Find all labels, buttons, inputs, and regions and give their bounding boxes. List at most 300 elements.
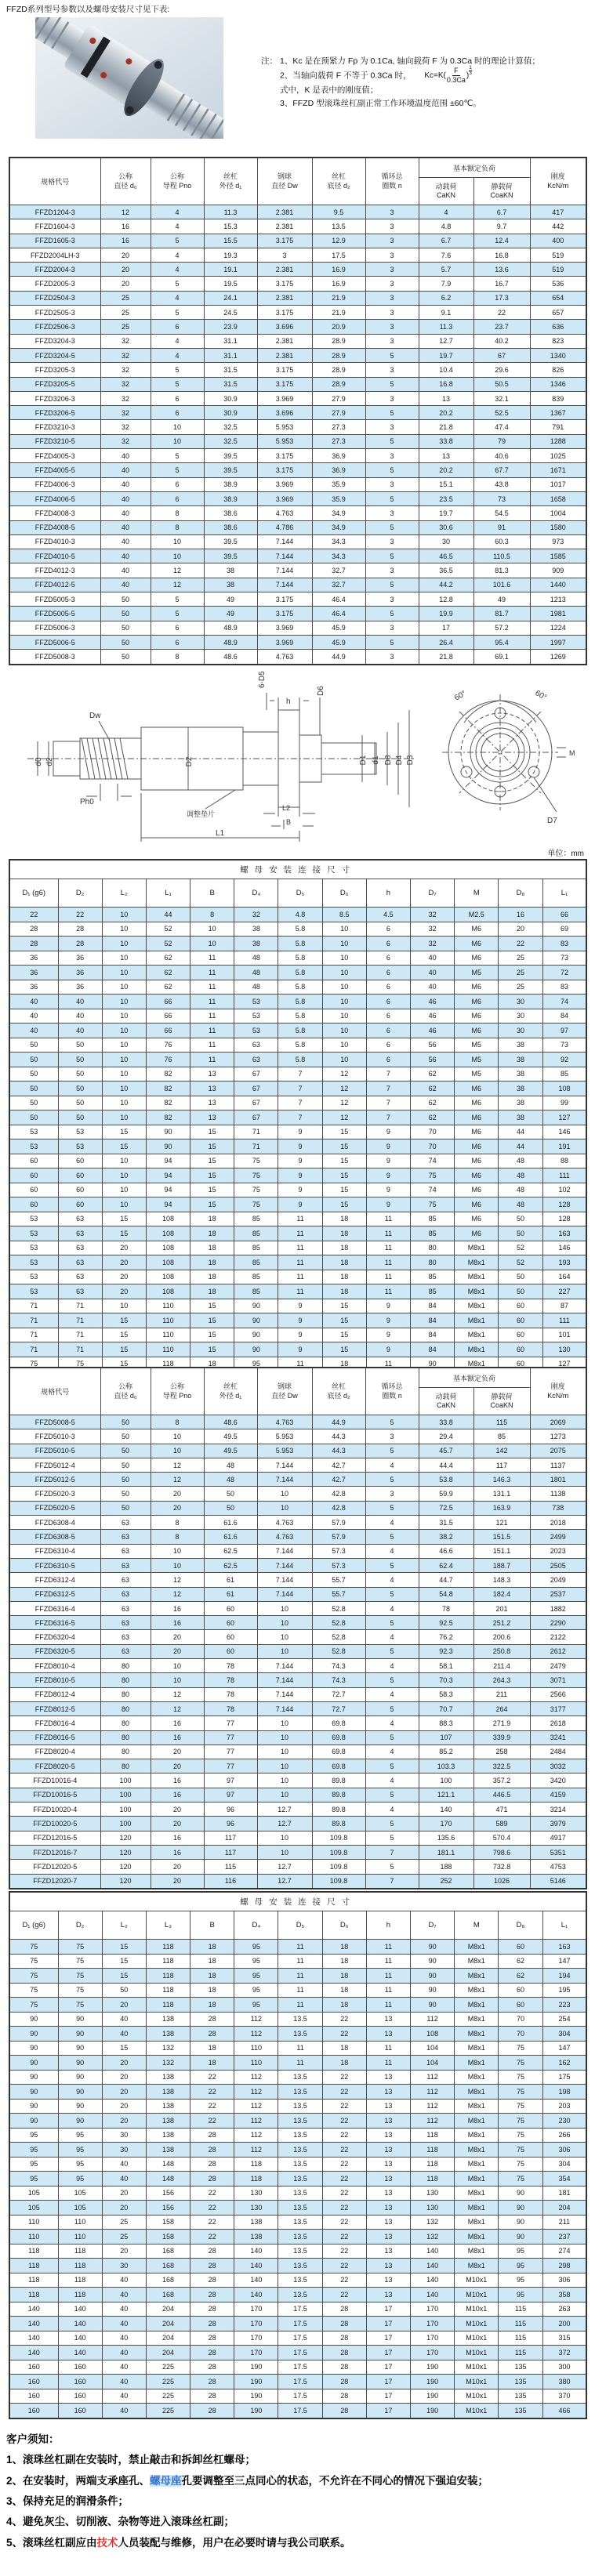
table-row [9,2288,586,2302]
cell: 6 [151,491,204,505]
col-L2: L₂ [102,879,146,908]
cell: 44.9 [312,1415,365,1429]
cell: 12 [151,578,204,592]
cell: 22 [322,2027,366,2042]
cell: 5 [365,1530,419,1544]
cell: 7.144 [257,534,312,549]
cell: 5 [365,1558,419,1572]
cell: FFZD6316-5 [9,1616,100,1630]
cell: 32 [100,363,151,377]
cell: 13 [366,2070,410,2085]
cell: 60 [499,1328,542,1342]
cell: 16 [151,1831,204,1845]
cell: 74 [411,1183,455,1197]
cell: 5 [365,348,419,362]
cell: 48 [499,1197,542,1212]
cell: 28 [190,2143,234,2158]
cell: 16 [100,219,151,234]
cell: 3 [365,650,419,665]
cell: 519 [530,263,586,277]
cell: 115 [204,1860,257,1874]
cell: 10 [151,434,204,448]
cell: 112 [411,2012,455,2027]
cell: 589 [473,1817,530,1831]
cell: 2.381 [257,263,312,277]
cell: 3 [257,248,312,262]
table-row [9,2027,586,2042]
cell: 90 [499,2230,542,2244]
cell: 66 [146,1024,190,1038]
cell: 48.9 [204,635,257,649]
cell: 36 [9,966,58,980]
cell: 42.8 [312,1487,365,1501]
cell: 3 [365,621,419,635]
cell: 11 [190,995,234,1009]
cell: 138 [146,2114,190,2129]
cell: 3032 [530,1759,586,1773]
cell: M10x1 [455,2360,499,2375]
cell: 118 [58,2259,102,2273]
cell: 3420 [530,1773,586,1788]
cell: 3.969 [257,477,312,491]
cell: 56 [411,1053,455,1067]
cell: 13 [366,2186,410,2201]
cell: 190 [234,2375,278,2389]
col-D7: D₇ [411,879,455,908]
cell: 55.7 [312,1573,365,1587]
cell: 97 [542,1024,586,1038]
cell: 10 [257,1616,312,1630]
cell: 13.5 [278,2288,322,2302]
cell: 22 [322,2114,366,2129]
cell: 112 [234,2128,278,2143]
cell: 76 [146,1038,190,1053]
cell: 32 [234,908,278,922]
cell: 44 [499,1125,542,1139]
table-row [9,1969,586,1984]
cell: 39.5 [204,549,257,563]
col-ball: 钢球 直径 Dw [257,158,312,205]
cell: 9 [366,1328,410,1342]
cell: 63 [58,1226,102,1241]
table-row [9,1125,586,1139]
cell: 15 [102,2041,146,2056]
cell: 9.1 [419,306,473,320]
cell: 11 [366,1940,410,1955]
cell: 62 [411,1096,455,1110]
cell: 13 [366,2230,410,2244]
cell: 13.5 [278,2157,322,2172]
cell: 95 [9,2128,58,2143]
cell: M8x1 [455,1299,499,1313]
cell: 140 [411,2288,455,2302]
table-row [9,1773,586,1788]
cell: 10 [257,1487,312,1501]
cell: 75 [499,2070,542,2085]
cell: 50 [58,1053,102,1067]
cell: 6 [151,477,204,491]
cell: 3.969 [257,621,312,635]
cell: 188 [419,1860,473,1874]
cell: 40 [100,563,151,578]
table-row [9,908,586,922]
table-row [9,563,586,578]
cell: 10 [151,1429,204,1444]
cell: 21.8 [419,420,473,434]
table-row [9,2143,586,2158]
customer-notes [6,2429,590,2553]
cell: FFZD6308-4 [9,1516,100,1530]
cell: FFZD10020-5 [9,1817,100,1831]
cell: 12 [151,1458,204,1472]
cell: 69.8 [312,1730,365,1745]
cell: 44.2 [419,578,473,592]
cell: 13 [366,2012,410,2027]
cell: 10 [102,1110,146,1125]
table-row [9,2244,586,2259]
table-row [9,277,586,291]
cell: 63 [58,1284,102,1299]
cell: 15 [322,1197,366,1212]
cell: 50 [100,1458,151,1472]
cell: 15 [102,1139,146,1154]
cell: 16 [151,1773,204,1788]
cell: 190 [234,2360,278,2375]
cell: FFZD2504-3 [9,291,100,305]
cell: 18 [190,1969,234,1984]
cell: 70 [411,1139,455,1154]
cell: 204 [542,2201,586,2216]
table-row [9,2157,586,2172]
cell: 298 [542,2259,586,2273]
cell: 13.5 [278,2070,322,2085]
cell: 18 [190,1255,234,1270]
cell: 12 [151,1687,204,1701]
cell: 95 [499,2273,542,2288]
cell: 33.8 [419,434,473,448]
cell: 50 [9,1081,58,1096]
cell: 10 [190,922,234,937]
spec-table-1 [9,157,587,665]
cell: 1273 [530,1429,586,1444]
cell: 1017 [530,477,586,491]
cell: 7.144 [257,578,312,592]
table-row [9,1110,586,1125]
cell: 13.5 [278,2186,322,2201]
cell: 28.9 [312,334,365,348]
cell: 28 [190,2346,234,2360]
cell: 5.7 [419,263,473,277]
cell: 5 [151,449,204,463]
cell: 188.7 [473,1558,530,1572]
cell: 24.1 [204,291,257,305]
cell: 9 [366,1168,410,1183]
cell: 10 [257,1630,312,1644]
table-row [9,1659,586,1673]
cell: 52.8 [312,1644,365,1658]
col-ball: 钢球 直径 Dw [257,1368,312,1415]
cell: 116 [204,1874,257,1889]
cell: FFZD6310-4 [9,1544,100,1558]
cell: 52 [146,922,190,937]
table-row [9,1038,586,1053]
cell: 57.3 [312,1544,365,1558]
cell: 536 [530,277,586,291]
cell: 94 [146,1154,190,1168]
cell: 48 [204,1458,257,1472]
cell: 18 [322,1270,366,1284]
cell: FFZD5005-5 [9,607,100,621]
cell: 3071 [530,1673,586,1687]
cell: 140 [9,2317,58,2331]
cell: 357.2 [473,1773,530,1788]
cell: 11 [278,1998,322,2013]
cell: 11 [278,1983,322,1998]
cell: 6 [366,951,410,966]
cell: 17 [366,2302,410,2317]
cell: 89.8 [312,1788,365,1802]
cell: 112 [234,2099,278,2114]
cell: 170 [234,2346,278,2360]
cell: 110 [146,1328,190,1342]
cell: 160 [9,2375,58,2389]
cell: 95 [9,2143,58,2158]
cell: FFZD8020-4 [9,1745,100,1759]
cell: 32 [100,348,151,362]
cell: 39.5 [204,449,257,463]
cell: 132 [146,2041,190,2056]
cell: 11.3 [419,320,473,334]
cell: 5 [365,1673,419,1687]
cell: 118 [146,1357,190,1371]
cell: 20 [102,1255,146,1270]
cell: 95 [234,1357,278,1371]
cell: 170 [411,2302,455,2317]
cell: 11 [366,1270,410,1284]
cell: 46.5 [419,549,473,563]
cell: M8x1 [455,2027,499,2042]
cell: 8.5 [322,908,366,922]
cell: 85 [234,1241,278,1255]
cell: 195 [542,1983,586,1998]
cell: 49.5 [204,1444,257,1458]
cell: 18 [190,1983,234,1998]
cell: 170 [234,2302,278,2317]
cell: 95 [58,2172,102,2187]
cell: 112 [234,2143,278,2158]
cell: 20 [100,263,151,277]
cell: 22 [322,2259,366,2273]
cell: 60 [499,1998,542,2013]
col-M: M [455,879,499,908]
cell: 60 [58,1197,102,1212]
table-row [9,1197,586,1212]
cell: 7 [366,1096,410,1110]
cell: 48 [234,980,278,995]
cell: 62 [411,1067,455,1081]
cell: 22 [322,2085,366,2100]
cell: 140 [9,2346,58,2360]
cell: 1224 [530,621,586,635]
cell: 40 [411,951,455,966]
cell: 100 [419,1773,473,1788]
cell: 50 [100,1487,151,1501]
cell: 48 [234,951,278,966]
cell: 90 [9,2085,58,2100]
cell: 3 [365,205,419,219]
cell: 39.5 [204,534,257,549]
cell: 28 [322,2404,366,2418]
cell: 10 [102,1053,146,1067]
cell: 13 [419,449,473,463]
cell: 138 [146,2128,190,2143]
cell: 2484 [530,1745,586,1759]
cell: 10 [102,1168,146,1183]
table-row [9,506,586,520]
cell: M2.5 [455,908,499,922]
cell: 75 [58,1940,102,1955]
cell: 75 [9,1983,58,1998]
cell: 75 [499,2128,542,2143]
cell: M8x1 [455,2201,499,2216]
cell: 128 [542,1212,586,1226]
cell: 22 [322,2230,366,2244]
cell: 12.9 [312,234,365,248]
cell: 115 [499,2331,542,2346]
table-row [9,1817,586,1831]
cell: M8x1 [455,1998,499,2013]
cell: 12 [151,1573,204,1587]
table-row [9,1716,586,1730]
cell: 95.4 [473,635,530,649]
cell: 20.2 [419,463,473,477]
cell: 75 [9,1954,58,1969]
cell: FFZD3205-3 [9,363,100,377]
table-row [9,1745,586,1759]
cell: 170 [411,2331,455,2346]
cell: 90 [9,2056,58,2071]
cell: 17.5 [278,2331,322,2346]
cell: 146 [542,1241,586,1255]
cell: 22 [322,2070,366,2085]
cell: 10.4 [419,363,473,377]
cell: 16 [151,1788,204,1802]
cell: 38 [499,1096,542,1110]
cell: 4 [365,1773,419,1788]
cell: 91 [473,520,530,534]
cell: 63 [100,1601,151,1615]
cell: 28 [190,2360,234,2375]
cell: 63 [100,1630,151,1644]
customer-note-1: 1、滚珠丝杠副在安装时，禁止敲击和拆卸丝杠螺母； [6,2454,256,2466]
cell: 3.175 [257,607,312,621]
label-60-right: 60° [533,689,549,703]
cell: 50 [100,1429,151,1444]
cell: 160 [58,2360,102,2375]
cell: 22 [190,2070,234,2085]
cell: 9 [366,1313,410,1328]
cell: 11 [278,1357,322,1371]
cell: 90 [9,2070,58,2085]
cell: 10 [322,1009,366,1024]
label-shim: 调整垫片 [187,810,216,818]
cell: 22 [322,2143,366,2158]
cell: 5 [365,377,419,391]
cell: 306 [542,2273,586,2288]
cell: 9 [278,1168,322,1183]
table-row [9,2360,586,2375]
col-static-load: 静载荷 CoaKN [473,1388,530,1415]
cell: 94 [146,1197,190,1212]
cell: 160 [58,2375,102,2389]
cell: 117 [204,1831,257,1845]
customer-notes-heading: 客户须知： [6,2433,60,2445]
nut-housing-link[interactable]: 螺母座 [150,2474,182,2487]
cell: 38.2 [419,1530,473,1544]
cell: 110 [234,2041,278,2056]
cell: FFZD12020-7 [9,1874,100,1889]
table-row [9,348,586,362]
cell: 19.3 [204,248,257,262]
cell: 4159 [530,1788,586,1802]
cell: 15 [102,1313,146,1328]
cell: 200 [542,2317,586,2331]
cell: 52.8 [312,1601,365,1615]
cell: 31.5 [419,1516,473,1530]
cell: 22 [322,2201,366,2216]
cell: 190 [411,2389,455,2404]
cell: 28 [190,2302,234,2317]
cell: 10 [257,1501,312,1515]
cell: 211.4 [473,1659,530,1673]
cell: 71 [58,1313,102,1328]
cell: M6 [455,1168,499,1183]
cell: FFZD6310-5 [9,1558,100,1572]
cell: 131.1 [473,1487,530,1501]
cell: 75 [234,1197,278,1212]
cell: 53 [9,1125,58,1139]
cell: 53 [234,995,278,1009]
cell: M10x1 [455,2317,499,2331]
cell: FFZD3205-5 [9,377,100,391]
cell: 21.8 [419,650,473,665]
cell: 2075 [530,1444,586,1458]
table-row [9,2259,586,2273]
cell: 9 [366,1342,410,1357]
cell: 10 [102,1096,146,1110]
cell: FFZD2506-3 [9,320,100,334]
cell: 6.7 [473,205,530,219]
table-row [9,2346,586,2360]
cell: 63 [100,1587,151,1601]
cell: 10 [102,1197,146,1212]
cell: 95 [9,2157,58,2172]
cell: 7.144 [257,1558,312,1572]
cell: 75 [234,1154,278,1168]
table-row [9,1644,586,1658]
cell: 90 [411,1954,455,1969]
cell: 15 [322,1168,366,1183]
cell: 3 [365,306,419,320]
cell: 52.5 [473,406,530,420]
cell: 10 [102,995,146,1009]
cell: 28 [190,2027,234,2042]
table-row [9,406,586,420]
cell: 1340 [530,348,586,362]
cell: 6 [366,922,410,937]
cell: 40 [411,980,455,995]
cell: 40 [411,966,455,980]
